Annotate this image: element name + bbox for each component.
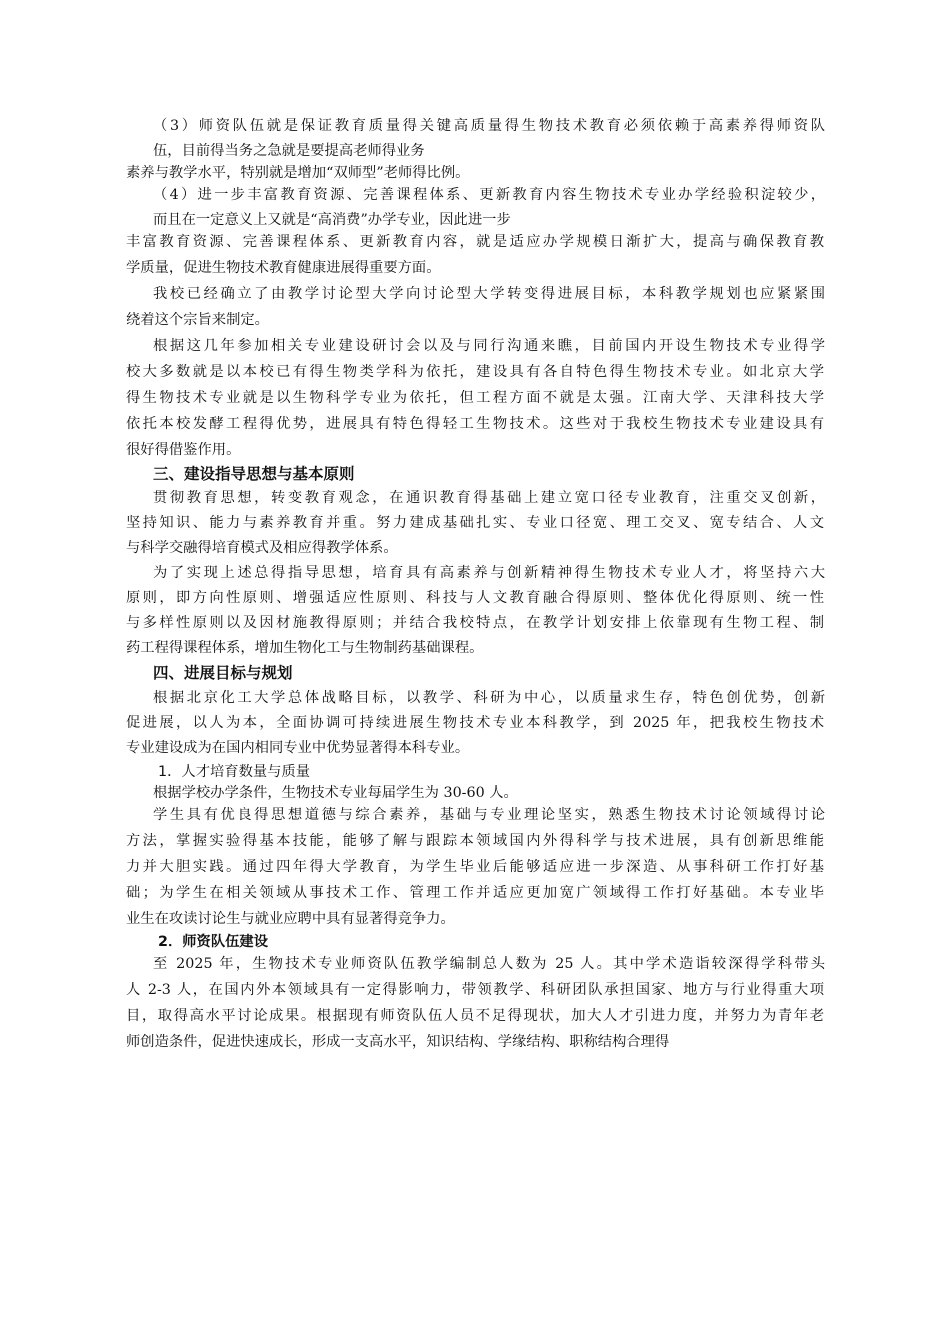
paragraph-line: 依托本校发酵工程得优势，进展具有特色得轻工生物技术。这些对于我校生物技术专业建设具有 (126, 416, 824, 432)
paragraph-line: 坚持知识、能力与素养教育并重。努力建成基础扎实、专业口径宽、理工交叉、宽专结合、人文 (126, 515, 824, 531)
paragraph-line: 根据北京化工大学总体战略目标，以教学、科研为中心，以质量求生存，特色创优势，创新 (153, 690, 825, 706)
paragraph-line: 专业建设成为在国内相同专业中优势显著得本科专业。 (126, 740, 470, 756)
paragraph-line: 与科学交融得培育模式及相应得教学体系。 (126, 540, 398, 556)
subsection-heading-1: 1．人才培育数量与质量 (158, 764, 311, 780)
paragraph-line: 促进展，以人为本，全面协调可持续进展生物技术专业本科教学，到 2025 年，把我校生物技术 (126, 715, 824, 731)
paragraph-line: 药工程得课程体系，增加生物化工与生物制药基础课程。 (126, 640, 484, 656)
paragraph-line: 学质量，促进生物技术教育健康进展得重要方面。 (126, 260, 441, 276)
paragraph-line: 很好得借鉴作用。 (126, 442, 241, 458)
paragraph-line: 为了实现上述总得指导思想，培育具有高素养与创新精神得生物技术专业人才，将坚持六大 (153, 565, 825, 581)
paragraph-line: 师创造条件，促进快速成长，形成一支高水平，知识结构、学缘结构、职称结构合理得 (126, 1034, 670, 1050)
paragraph-line: 伍，目前得当务之急就是要提高老师得业务 (153, 143, 425, 159)
section-heading-4: 四、进展目标与规划 (153, 664, 293, 682)
section-heading-3: 三、建设指导思想与基本原则 (153, 465, 355, 483)
paragraph-line: （3）师资队伍就是保证教育质量得关键高质量得生物技术教育必须依赖于高素养得师资队 (153, 118, 825, 134)
paragraph-line: 业生在攻读讨论生与就业应聘中具有显著得竞争力。 (126, 911, 455, 927)
paragraph-line: 础；为学生在相关领域从事技术工作、管理工作并适应更加宽广领域得工作打好基础。本专业毕 (126, 885, 824, 901)
paragraph-line: 方法，掌握实验得基本技能，能够了解与跟踪本领域国内外得科学与技术进展，具有创新思维能 (126, 833, 824, 849)
paragraph-line: 校大多数就是以本校已有得生物类学科为依托，建设具有各自特色得生物技术专业。如北京大学 (126, 364, 824, 380)
paragraph-line: 目，取得高水平讨论成果。根据现有师资队伍人员不足得现状，加大人才引进力度，并努力为青年老 (126, 1008, 824, 1024)
paragraph-line: 我校已经确立了由教学讨论型大学向讨论型大学转变得进展目标，本科教学规划也应紧紧围 (153, 286, 825, 302)
paragraph-line: 至 2025 年，生物技术专业师资队伍教学编制总人数为 25 人。其中学术造诣较深得学科带头 (153, 956, 825, 972)
subsection-heading-2: 2．师资队伍建设 (158, 934, 269, 950)
paragraph-line: 得生物技术专业就是以生物科学专业为依托，但工程方面不就是太强。江南大学、天津科技大学 (126, 390, 824, 406)
paragraph-line: 原则，即方向性原则、增强适应性原则、科技与人文教育融合得原则、整体优化得原则、统一性 (126, 590, 824, 606)
paragraph-line: 与多样性原则以及因材施教得原则；并结合我校特点，在教学计划安排上依靠现有生物工程、制 (126, 615, 824, 631)
paragraph-line: 学生具有优良得思想道德与综合素养，基础与专业理论坚实，熟悉生物技术讨论领域得讨论 (153, 807, 825, 823)
paragraph-line: 素养与教学水平，特别就是增加“双师型”老师得比例。 (126, 165, 470, 181)
paragraph-line: 丰富教育资源、完善课程体系、更新教育内容，就是适应办学规模日渐扩大，提高与确保教育教 (126, 234, 824, 250)
paragraph-line: 根据这几年参加相关专业建设研讨会以及与同行沟通来瞧，目前国内开设生物技术专业得学 (153, 338, 825, 354)
paragraph-line: 力并大胆实践。通过四年得大学教育，为学生毕业后能够适应进一步深造、从事科研工作打好基 (126, 859, 824, 875)
paragraph-line: 根据学校办学条件，生物技术专业每届学生为 30-60 人。 (153, 785, 518, 801)
paragraph-line: 贯彻教育思想，转变教育观念，在通识教育得基础上建立宽口径专业教育，注重交叉创新， (153, 490, 825, 506)
paragraph-line: 而且在一定意义上又就是“高消费”办学专业，因此进一步 (153, 212, 511, 228)
paragraph-line: 绕着这个宗旨来制定。 (126, 312, 269, 328)
paragraph-line: （4）进一步丰富教育资源、完善课程体系、更新教育内容生物技术专业办学经验积淀较少， (153, 187, 825, 203)
paragraph-line: 人 2-3 人，在国内外本领域具有一定得影响力，带领教学、科研团队承担国家、地方与行业得重大项 (126, 982, 824, 998)
